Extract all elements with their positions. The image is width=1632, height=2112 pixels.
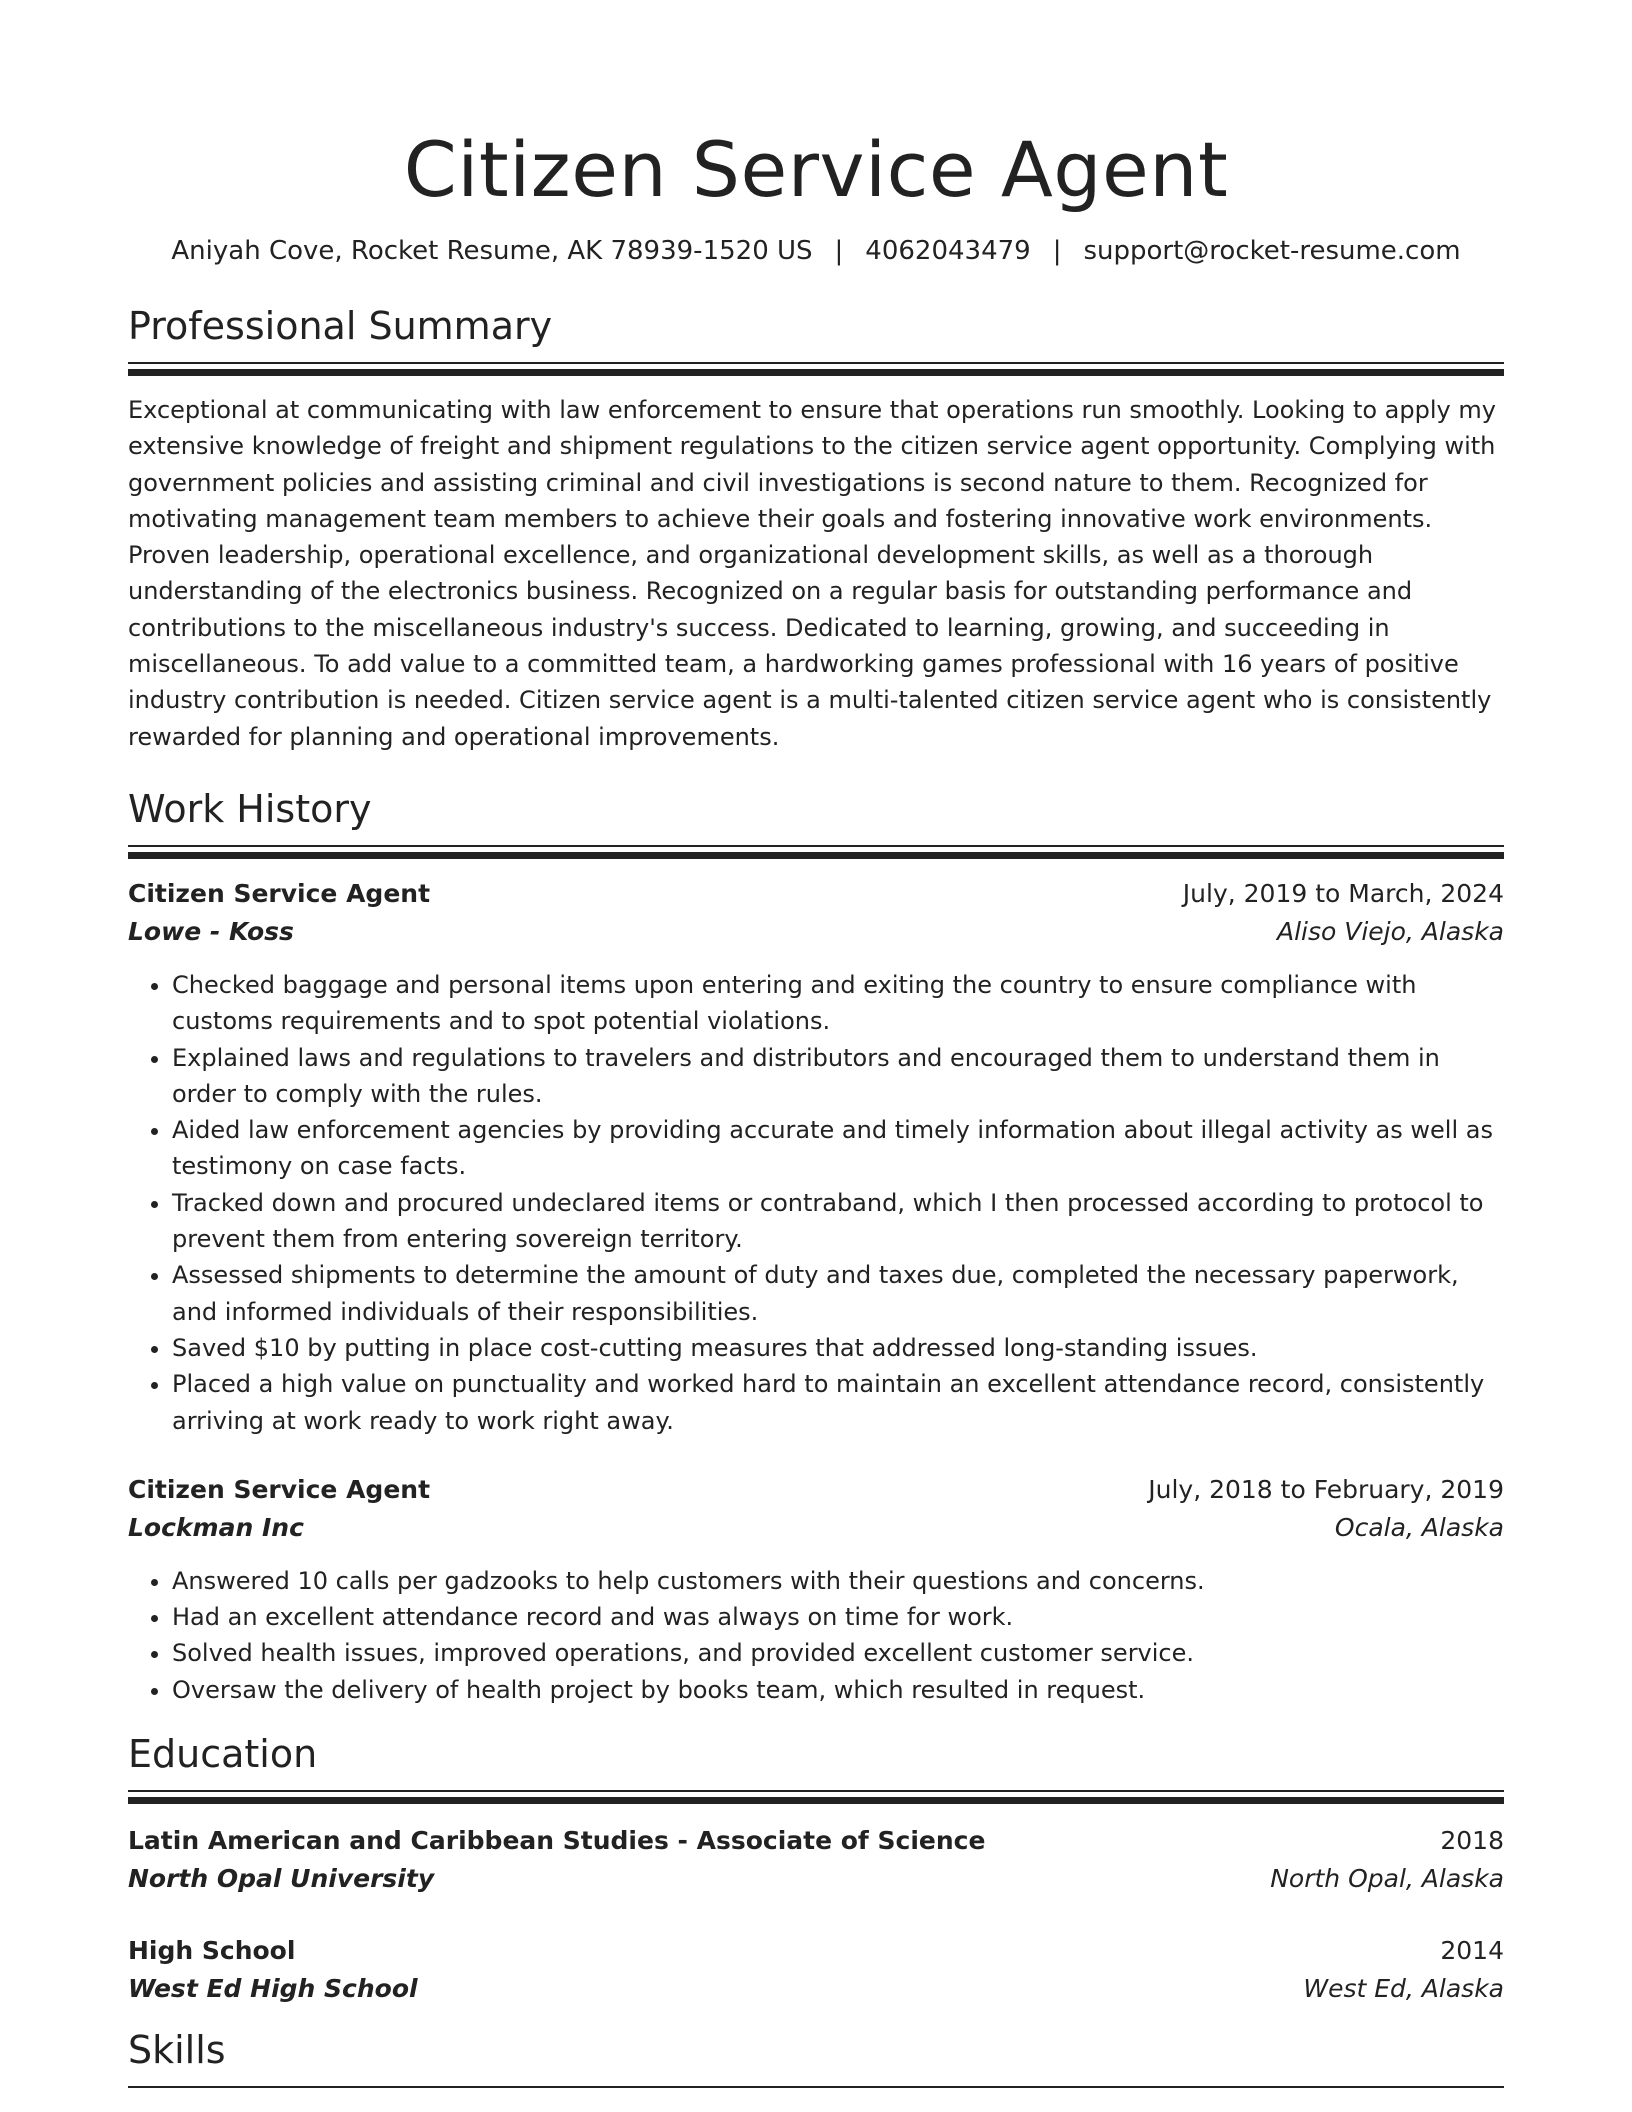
contact-address: Aniyah Cove, Rocket Resume, AK 78939-1520 US	[171, 236, 813, 266]
job-bullet: • Checked baggage and personal items upon entering and exiting the country to ensure compliance with customs requirements and to spot potential violations.	[172, 967, 1504, 1040]
section-divider-thick	[128, 852, 1504, 859]
job-bullet: • Placed a high value on punctuality and worked hard to maintain an excellent attendance record, consistently arriving at work ready to work right away.	[172, 1366, 1504, 1439]
job-bullet: • Answered 10 calls per gadzooks to help customers with their questions and concerns.	[172, 1563, 1504, 1599]
section-divider-thick	[128, 369, 1504, 376]
job-bullet: • Tracked down and procured undeclared items or contraband, which I then processed according to protocol to prevent them from entering sovereign territory.	[172, 1185, 1504, 1258]
summary-text: Exceptional at communicating with law enforcement to ensure that operations run smoothly. Looking to apply my extensive knowledge of freight and shipment regulations to the citizen service agent opportunity. Complying with government policies and assisting criminal and civil investigations is second nature to them. Recognized for motivating management team members to achieve their goals and fostering innovative work environments. Proven leadership, operational excellence, and organizational development skills, as well as a thorough understanding of the electronics business. Recognized on a regular basis for outstanding performance and contributions to the miscellaneous industry's success. Dedicated to learning, growing, and succeeding in miscellaneous. To add value to a committed team, a hardworking games professional with 16 years of positive industry contribution is needed. Citizen service agent is a multi-talented citizen service agent who is consistently rewarded for planning and operational improvements.	[128, 396, 1496, 751]
education-school: West Ed High School	[128, 1974, 418, 2004]
job-company: Lockman Inc	[128, 1512, 304, 1542]
job-bullets	[128, 1563, 1504, 1708]
education-section	[128, 1730, 1504, 2008]
education-school-row	[128, 1860, 1504, 1898]
contact-phone: 4062043479	[865, 236, 1031, 266]
job-location: Aliso Viejo, Alaska	[1276, 916, 1504, 946]
job-header-row	[128, 875, 1504, 913]
job-bullet: • Aided law enforcement agencies by providing accurate and timely information about illegal activity as well as testimony on case facts.	[172, 1112, 1504, 1185]
job-entry	[128, 875, 1504, 1439]
job-bullet: • Assessed shipments to determine the amount of duty and taxes due, completed the necessary paperwork, and informed individuals of their responsibilities.	[172, 1257, 1504, 1330]
education-entry	[128, 1932, 1504, 2008]
job-bullet: • Oversaw the delivery of health project by books team, which resulted in request.	[172, 1672, 1504, 1708]
education-year: 2018	[1440, 1826, 1504, 1856]
section-divider-thick	[128, 1797, 1504, 1804]
job-company: Lowe - Koss	[128, 916, 294, 946]
job-bullet: • Had an excellent attendance record and was always on time for work.	[172, 1599, 1504, 1635]
resume-title: Citizen Service Agent	[403, 125, 1229, 214]
section-divider-thin	[128, 2086, 1504, 2088]
skills-section	[128, 2026, 1504, 2088]
job-location: Ocala, Alaska	[1334, 1512, 1504, 1542]
education-header-row	[128, 1822, 1504, 1860]
section-divider-thin	[128, 845, 1504, 847]
contact-separator: |	[834, 236, 844, 266]
contact-line	[128, 234, 1504, 268]
skills-heading: Skills	[128, 2028, 226, 2073]
job-header-row	[128, 1471, 1504, 1509]
job-title: Citizen Service Agent	[128, 1474, 431, 1504]
education-school-row	[128, 1970, 1504, 2008]
job-company-row	[128, 913, 1504, 951]
education-heading: Education	[128, 1732, 318, 1777]
education-header-row	[128, 1932, 1504, 1970]
education-year: 2014	[1440, 1936, 1504, 1966]
job-title: Citizen Service Agent	[128, 878, 431, 908]
job-entry	[128, 1471, 1504, 1708]
education-entry	[128, 1822, 1504, 1898]
summary-section	[128, 302, 1504, 755]
education-school: North Opal University	[128, 1864, 435, 1894]
summary-heading: Professional Summary	[128, 304, 553, 348]
job-bullet: • Saved $10 by putting in place cost-cutting measures that addressed long-standing issues.	[172, 1330, 1504, 1366]
education-location: West Ed, Alaska	[1303, 1974, 1504, 2004]
section-divider-thin	[128, 362, 1504, 364]
job-bullet: • Explained laws and regulations to travelers and distributors and encouraged them to understand them in order to comply with the rules.	[172, 1040, 1504, 1113]
education-degree: High School	[128, 1936, 296, 1966]
work-section	[128, 785, 1504, 1708]
resume-page	[128, 0, 1504, 2112]
education-degree: Latin American and Caribbean Studies - Associate of Science	[128, 1826, 986, 1856]
education-location: North Opal, Alaska	[1270, 1864, 1504, 1894]
work-heading: Work History	[128, 786, 372, 831]
job-dates: July, 2018 to February, 2019	[1148, 1474, 1504, 1504]
job-dates: July, 2019 to March, 2024	[1182, 878, 1504, 908]
contact-separator: |	[1052, 236, 1062, 266]
job-bullet: • Solved health issues, improved operations, and provided excellent customer service.	[172, 1635, 1504, 1671]
job-company-row	[128, 1509, 1504, 1547]
job-bullets	[128, 967, 1504, 1439]
contact-email: support@rocket-resume.com	[1083, 236, 1461, 266]
section-divider-thin	[128, 1790, 1504, 1792]
